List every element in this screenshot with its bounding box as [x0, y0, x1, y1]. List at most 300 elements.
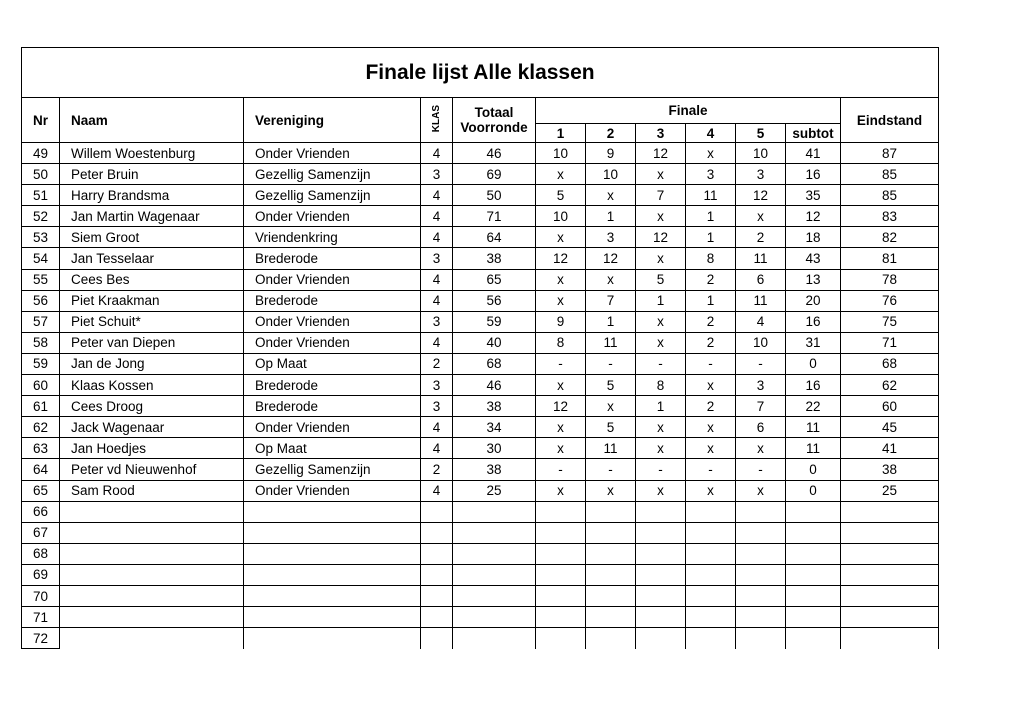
row-nr: 55 — [22, 269, 60, 290]
page-title: Finale lijst Alle klassen — [22, 48, 939, 98]
row-finale-3: x — [636, 417, 686, 438]
row-eindstand — [841, 501, 939, 522]
row-vereniging: Brederode — [244, 290, 421, 311]
row-finale-4: x — [686, 438, 736, 459]
header-vereniging: Vereniging — [244, 98, 421, 143]
row-klas: 4 — [421, 417, 453, 438]
row-finale-1: x — [536, 438, 586, 459]
row-eindstand: 45 — [841, 417, 939, 438]
row-nr: 71 — [22, 607, 60, 628]
row-finale-4 — [686, 522, 736, 543]
row-finale-4: 2 — [686, 269, 736, 290]
row-finale-4: 1 — [686, 206, 736, 227]
row-naam — [60, 628, 244, 649]
row-finale-4: 2 — [686, 396, 736, 417]
row-finale-1: - — [536, 353, 586, 374]
row-finale-1: 12 — [536, 396, 586, 417]
row-vereniging: Brederode — [244, 375, 421, 396]
row-klas: 4 — [421, 227, 453, 248]
row-finale-5: - — [736, 353, 786, 374]
header-totaal-voorronde — [453, 98, 536, 143]
row-klas: 4 — [421, 332, 453, 353]
row-subtot: 16 — [786, 375, 841, 396]
row-finale-2 — [586, 607, 636, 628]
row-subtot — [786, 522, 841, 543]
row-naam: Jan Tesselaar — [60, 248, 244, 269]
row-nr: 68 — [22, 543, 60, 564]
row-subtot — [786, 585, 841, 606]
row-subtot: 12 — [786, 206, 841, 227]
row-subtot: 41 — [786, 143, 841, 164]
row-totaal: 30 — [453, 438, 536, 459]
row-klas — [421, 543, 453, 564]
row-naam — [60, 585, 244, 606]
row-eindstand: 38 — [841, 459, 939, 480]
table-row — [22, 543, 939, 564]
row-vereniging: Brederode — [244, 396, 421, 417]
row-finale-1: 12 — [536, 248, 586, 269]
row-totaal: 59 — [453, 311, 536, 332]
row-totaal: 38 — [453, 459, 536, 480]
row-vereniging — [244, 564, 421, 585]
row-subtot: 22 — [786, 396, 841, 417]
header-klas-cell — [421, 98, 453, 143]
row-finale-3: - — [636, 459, 686, 480]
row-eindstand: 82 — [841, 227, 939, 248]
row-eindstand: 60 — [841, 396, 939, 417]
row-klas: 4 — [421, 480, 453, 501]
table-row — [22, 375, 939, 396]
row-finale-3 — [636, 585, 686, 606]
table-row — [22, 459, 939, 480]
row-totaal: 56 — [453, 290, 536, 311]
row-finale-3: x — [636, 164, 686, 185]
table-row — [22, 607, 939, 628]
row-finale-3 — [636, 628, 686, 649]
table-row — [22, 628, 939, 649]
row-finale-1: 5 — [536, 185, 586, 206]
row-eindstand: 68 — [841, 353, 939, 374]
row-nr: 49 — [22, 143, 60, 164]
row-totaal: 50 — [453, 185, 536, 206]
row-naam: Piet Schuit* — [60, 311, 244, 332]
row-finale-5: 11 — [736, 290, 786, 311]
row-eindstand: 62 — [841, 375, 939, 396]
row-finale-4 — [686, 607, 736, 628]
table-row — [22, 290, 939, 311]
row-nr: 63 — [22, 438, 60, 459]
row-naam: Jan Hoedjes — [60, 438, 244, 459]
table-row — [22, 227, 939, 248]
row-eindstand: 71 — [841, 332, 939, 353]
row-vereniging: Onder Vrienden — [244, 417, 421, 438]
row-vereniging: Brederode — [244, 248, 421, 269]
row-finale-4: 1 — [686, 290, 736, 311]
row-finale-3: x — [636, 248, 686, 269]
row-finale-3: 7 — [636, 185, 686, 206]
row-finale-1: x — [536, 480, 586, 501]
row-klas: 4 — [421, 438, 453, 459]
table-row — [22, 438, 939, 459]
row-finale-2 — [586, 585, 636, 606]
row-nr: 51 — [22, 185, 60, 206]
row-vereniging — [244, 543, 421, 564]
row-subtot: 0 — [786, 353, 841, 374]
row-naam: Siem Groot — [60, 227, 244, 248]
table-row — [22, 248, 939, 269]
row-naam: Peter Bruin — [60, 164, 244, 185]
row-finale-3: 8 — [636, 375, 686, 396]
row-finale-4 — [686, 564, 736, 585]
row-eindstand: 83 — [841, 206, 939, 227]
row-finale-2: x — [586, 480, 636, 501]
row-finale-2: 9 — [586, 143, 636, 164]
row-finale-5: 10 — [736, 143, 786, 164]
row-subtot: 16 — [786, 311, 841, 332]
row-vereniging: Onder Vrienden — [244, 332, 421, 353]
row-totaal — [453, 607, 536, 628]
row-klas: 2 — [421, 459, 453, 480]
row-klas: 3 — [421, 375, 453, 396]
row-totaal: 65 — [453, 269, 536, 290]
row-finale-4: x — [686, 417, 736, 438]
row-finale-1 — [536, 607, 586, 628]
row-finale-5: 6 — [736, 269, 786, 290]
row-klas: 4 — [421, 185, 453, 206]
row-nr: 62 — [22, 417, 60, 438]
row-finale-2: - — [586, 459, 636, 480]
row-finale-1: 10 — [536, 143, 586, 164]
row-klas — [421, 564, 453, 585]
row-totaal: 71 — [453, 206, 536, 227]
table-row — [22, 353, 939, 374]
row-klas — [421, 585, 453, 606]
row-eindstand — [841, 543, 939, 564]
row-finale-1: x — [536, 417, 586, 438]
row-nr: 64 — [22, 459, 60, 480]
row-nr: 69 — [22, 564, 60, 585]
row-subtot: 16 — [786, 164, 841, 185]
row-finale-2: x — [586, 269, 636, 290]
row-totaal: 69 — [453, 164, 536, 185]
row-nr: 65 — [22, 480, 60, 501]
row-finale-1: 10 — [536, 206, 586, 227]
row-finale-1 — [536, 522, 586, 543]
row-totaal — [453, 543, 536, 564]
row-vereniging: Onder Vrienden — [244, 206, 421, 227]
row-nr: 70 — [22, 585, 60, 606]
row-totaal: 46 — [453, 143, 536, 164]
row-finale-5: x — [736, 206, 786, 227]
row-totaal — [453, 522, 536, 543]
table-row — [22, 564, 939, 585]
row-eindstand — [841, 628, 939, 649]
header-klas: KLAS — [430, 104, 442, 133]
row-totaal — [453, 564, 536, 585]
row-totaal — [453, 628, 536, 649]
row-totaal: 40 — [453, 332, 536, 353]
results-table — [21, 47, 939, 649]
row-subtot: 11 — [786, 438, 841, 459]
row-subtot — [786, 543, 841, 564]
row-finale-5: 7 — [736, 396, 786, 417]
row-finale-4: x — [686, 375, 736, 396]
row-finale-5: 11 — [736, 248, 786, 269]
row-klas — [421, 628, 453, 649]
row-finale-3: 5 — [636, 269, 686, 290]
row-totaal: 38 — [453, 396, 536, 417]
row-naam: Jack Wagenaar — [60, 417, 244, 438]
row-nr: 72 — [22, 628, 60, 649]
row-nr: 58 — [22, 332, 60, 353]
row-totaal: 38 — [453, 248, 536, 269]
row-finale-5 — [736, 628, 786, 649]
header-naam: Naam — [60, 98, 244, 143]
row-naam: Peter vd Nieuwenhof — [60, 459, 244, 480]
row-naam: Cees Droog — [60, 396, 244, 417]
row-totaal: 34 — [453, 417, 536, 438]
header-subtot: subtot — [786, 124, 841, 143]
row-vereniging: Onder Vrienden — [244, 269, 421, 290]
row-finale-2: 11 — [586, 438, 636, 459]
header-finale-1: 1 — [536, 124, 586, 143]
row-totaal: 25 — [453, 480, 536, 501]
row-finale-3 — [636, 522, 686, 543]
row-klas: 4 — [421, 290, 453, 311]
row-subtot: 43 — [786, 248, 841, 269]
row-vereniging: Onder Vrienden — [244, 480, 421, 501]
row-finale-5 — [736, 501, 786, 522]
row-finale-1 — [536, 564, 586, 585]
row-vereniging: Gezellig Samenzijn — [244, 164, 421, 185]
row-nr: 59 — [22, 353, 60, 374]
row-naam — [60, 607, 244, 628]
row-nr: 60 — [22, 375, 60, 396]
row-finale-5: 4 — [736, 311, 786, 332]
row-vereniging — [244, 607, 421, 628]
row-subtot — [786, 607, 841, 628]
row-finale-4 — [686, 585, 736, 606]
row-finale-1 — [536, 585, 586, 606]
row-klas: 3 — [421, 311, 453, 332]
row-totaal: 64 — [453, 227, 536, 248]
header-finale-4: 4 — [686, 124, 736, 143]
row-klas: 3 — [421, 396, 453, 417]
row-naam — [60, 564, 244, 585]
row-finale-2 — [586, 564, 636, 585]
table-row — [22, 269, 939, 290]
row-finale-2: x — [586, 185, 636, 206]
row-nr: 53 — [22, 227, 60, 248]
row-finale-5: 10 — [736, 332, 786, 353]
row-finale-3: 1 — [636, 396, 686, 417]
table-row — [22, 417, 939, 438]
row-finale-1: x — [536, 375, 586, 396]
row-finale-2: 1 — [586, 311, 636, 332]
row-subtot: 13 — [786, 269, 841, 290]
header-finale-2: 2 — [586, 124, 636, 143]
row-klas: 3 — [421, 164, 453, 185]
row-nr: 57 — [22, 311, 60, 332]
row-finale-2 — [586, 543, 636, 564]
header-eindstand: Eindstand — [841, 98, 939, 143]
row-finale-1 — [536, 543, 586, 564]
row-finale-1 — [536, 628, 586, 649]
row-finale-3 — [636, 501, 686, 522]
row-finale-5 — [736, 543, 786, 564]
row-eindstand: 25 — [841, 480, 939, 501]
row-finale-5: x — [736, 438, 786, 459]
row-subtot: 0 — [786, 459, 841, 480]
row-subtot: 0 — [786, 480, 841, 501]
row-finale-1: 8 — [536, 332, 586, 353]
row-naam: Harry Brandsma — [60, 185, 244, 206]
results-body — [22, 143, 939, 649]
row-finale-2: 3 — [586, 227, 636, 248]
row-nr: 50 — [22, 164, 60, 185]
row-finale-4 — [686, 543, 736, 564]
row-finale-4: 1 — [686, 227, 736, 248]
row-naam: Sam Rood — [60, 480, 244, 501]
row-naam: Klaas Kossen — [60, 375, 244, 396]
row-vereniging: Onder Vrienden — [244, 311, 421, 332]
row-vereniging: Onder Vrienden — [244, 143, 421, 164]
header-nr: Nr — [22, 98, 60, 143]
row-finale-2 — [586, 501, 636, 522]
table-row — [22, 396, 939, 417]
row-nr: 67 — [22, 522, 60, 543]
row-finale-1: 9 — [536, 311, 586, 332]
row-vereniging: Gezellig Samenzijn — [244, 459, 421, 480]
row-vereniging — [244, 501, 421, 522]
row-eindstand: 75 — [841, 311, 939, 332]
row-finale-2: 5 — [586, 417, 636, 438]
row-nr: 61 — [22, 396, 60, 417]
header-finale: Finale — [536, 98, 841, 124]
row-finale-4: - — [686, 353, 736, 374]
row-finale-5 — [736, 585, 786, 606]
row-vereniging: Gezellig Samenzijn — [244, 185, 421, 206]
row-naam: Peter van Diepen — [60, 332, 244, 353]
row-subtot: 11 — [786, 417, 841, 438]
row-finale-4: 2 — [686, 311, 736, 332]
row-eindstand — [841, 564, 939, 585]
row-finale-3: 1 — [636, 290, 686, 311]
row-finale-1: x — [536, 269, 586, 290]
row-finale-4: 11 — [686, 185, 736, 206]
row-klas: 3 — [421, 248, 453, 269]
row-totaal — [453, 501, 536, 522]
row-naam: Willem Woestenburg — [60, 143, 244, 164]
row-finale-2: - — [586, 353, 636, 374]
row-subtot — [786, 564, 841, 585]
table-row — [22, 585, 939, 606]
row-eindstand: 87 — [841, 143, 939, 164]
header-voorronde: Voorronde — [460, 120, 528, 135]
row-finale-4: 8 — [686, 248, 736, 269]
row-finale-5 — [736, 564, 786, 585]
row-naam — [60, 501, 244, 522]
row-finale-3: x — [636, 206, 686, 227]
row-finale-3: 12 — [636, 227, 686, 248]
table-row — [22, 501, 939, 522]
row-vereniging — [244, 628, 421, 649]
row-finale-4: 2 — [686, 332, 736, 353]
row-finale-5: x — [736, 480, 786, 501]
row-naam — [60, 522, 244, 543]
row-naam: Jan de Jong — [60, 353, 244, 374]
row-finale-3: x — [636, 480, 686, 501]
row-finale-4: x — [686, 143, 736, 164]
row-finale-2: 1 — [586, 206, 636, 227]
row-finale-2: x — [586, 396, 636, 417]
row-totaal — [453, 585, 536, 606]
row-eindstand: 85 — [841, 185, 939, 206]
row-nr: 66 — [22, 501, 60, 522]
row-klas — [421, 522, 453, 543]
row-finale-5: 6 — [736, 417, 786, 438]
header-finale-3: 3 — [636, 124, 686, 143]
row-eindstand: 81 — [841, 248, 939, 269]
row-finale-5: 12 — [736, 185, 786, 206]
row-finale-5: 3 — [736, 164, 786, 185]
table-row — [22, 332, 939, 353]
row-finale-3 — [636, 607, 686, 628]
table-row — [22, 185, 939, 206]
row-subtot — [786, 628, 841, 649]
row-eindstand: 76 — [841, 290, 939, 311]
row-subtot: 18 — [786, 227, 841, 248]
results-sheet — [21, 47, 938, 669]
row-eindstand: 78 — [841, 269, 939, 290]
row-eindstand: 41 — [841, 438, 939, 459]
row-nr: 56 — [22, 290, 60, 311]
header-totaal: Totaal — [474, 105, 514, 120]
row-eindstand: 85 — [841, 164, 939, 185]
row-klas: 4 — [421, 206, 453, 227]
row-finale-3 — [636, 564, 686, 585]
row-vereniging: Vriendenkring — [244, 227, 421, 248]
row-subtot: 31 — [786, 332, 841, 353]
table-row — [22, 522, 939, 543]
row-naam: Cees Bes — [60, 269, 244, 290]
row-finale-5: - — [736, 459, 786, 480]
row-finale-3 — [636, 543, 686, 564]
row-klas: 4 — [421, 269, 453, 290]
table-row — [22, 480, 939, 501]
row-finale-2: 11 — [586, 332, 636, 353]
row-finale-4: x — [686, 480, 736, 501]
row-finale-1 — [536, 501, 586, 522]
row-finale-1: - — [536, 459, 586, 480]
row-vereniging: Op Maat — [244, 438, 421, 459]
row-klas — [421, 607, 453, 628]
row-finale-1: x — [536, 227, 586, 248]
row-subtot: 35 — [786, 185, 841, 206]
row-naam — [60, 543, 244, 564]
row-finale-3: - — [636, 353, 686, 374]
row-klas: 2 — [421, 353, 453, 374]
row-vereniging — [244, 522, 421, 543]
row-finale-2: 5 — [586, 375, 636, 396]
row-nr: 52 — [22, 206, 60, 227]
row-vereniging: Op Maat — [244, 353, 421, 374]
row-finale-2: 12 — [586, 248, 636, 269]
row-finale-4: 3 — [686, 164, 736, 185]
row-finale-5: 2 — [736, 227, 786, 248]
row-vereniging — [244, 585, 421, 606]
row-finale-4 — [686, 501, 736, 522]
